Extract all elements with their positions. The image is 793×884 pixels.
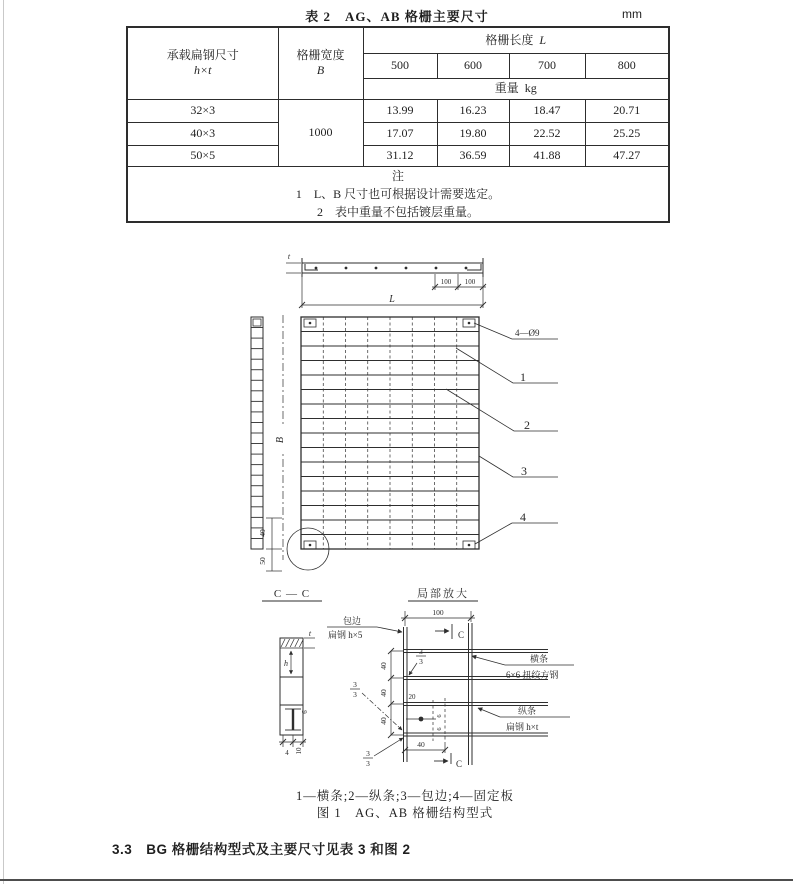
fixing-plate-detail: [433, 698, 445, 742]
corner-fixing-plates: [304, 319, 475, 549]
weight-cell: 17.07: [363, 122, 437, 145]
dim-label-20: 20: [408, 693, 416, 701]
table-unit-label: mm: [622, 7, 642, 21]
page-bottom-border: [0, 879, 793, 881]
dim-label-t-cc: t: [308, 629, 312, 638]
weight-cell: 36.59: [437, 145, 509, 166]
length-col-500: 500: [363, 53, 437, 78]
label-cross-bar-spec: 6×6 扭绞方钢: [506, 670, 559, 680]
cell-width-1000: 1000: [278, 99, 363, 166]
label-cross-bar: 横条: [529, 654, 549, 664]
dimension-ticks: [280, 284, 486, 753]
weld-den-c: 3: [366, 759, 370, 768]
section-cc-title: C — C: [273, 588, 311, 600]
dim-label-50-side: 50: [258, 557, 267, 565]
header-weight-text: 重量: [494, 81, 519, 95]
weight-cell: 22.52: [509, 122, 585, 145]
marker-c-top: C: [458, 630, 465, 640]
detail-view: [327, 601, 574, 765]
note-title: 注: [392, 168, 405, 183]
header-weight-unit: kg: [524, 81, 537, 95]
dim-label-6-a: 6: [436, 714, 443, 718]
row-size-32x3: 32×3: [127, 99, 278, 122]
dim-label-40-3: 40: [379, 717, 388, 725]
header-grating-length-var: L: [539, 32, 547, 47]
callout-holes: 4—Ø9: [515, 328, 540, 338]
dim-label-B: B: [275, 436, 286, 444]
weld-num-a: 3: [419, 647, 423, 656]
weld-den-b: 3: [353, 690, 357, 699]
weight-cell: 31.12: [363, 145, 437, 166]
weld-den-a: 3: [419, 657, 423, 666]
dim-label-40-side: 40: [258, 529, 267, 537]
plate-hole-dot: [419, 717, 424, 722]
length-col-800: 800: [585, 53, 669, 78]
dim-label-6-b: 6: [436, 727, 443, 731]
label-longitudinal-bar: 纵条: [517, 706, 537, 716]
header-grating-width-var: B: [316, 63, 325, 78]
weld-num-b: 3: [353, 680, 357, 689]
callout-1: 1: [520, 370, 526, 384]
top-elevation-view: [302, 258, 483, 277]
section-heading-3-3: 3.3 BG 格栅结构型式及主要尺寸见表 3 和图 2: [112, 842, 411, 857]
weight-cell: 20.71: [585, 99, 669, 122]
weight-cell: 18.47: [509, 99, 585, 122]
row-size-50x5: 50×5: [127, 145, 278, 166]
length-col-600: 600: [437, 53, 509, 78]
dim-label-100-a: 100: [440, 278, 452, 286]
weight-cell: 25.25: [585, 122, 669, 145]
label-longitudinal-bar-spec: 扁钢 h×t: [506, 722, 539, 732]
weight-cell: 13.99: [363, 99, 437, 122]
section-cc-view: [262, 601, 322, 735]
weight-cell: 47.27: [585, 145, 669, 166]
figure-legend: 1—横条;2—纵条;3—包边;4—固定板: [296, 789, 514, 803]
row-size-40x3: 40×3: [127, 122, 278, 145]
weight-cell: 19.80: [437, 122, 509, 145]
callout-3: 3: [521, 464, 527, 478]
note-1: 1 L、B 尺寸也可根据设计需要选定。: [295, 186, 501, 201]
plan-view: [287, 317, 479, 570]
weight-cell: 41.88: [509, 145, 585, 166]
callout-2: 2: [524, 418, 530, 432]
dim-label-100-detail: 100: [432, 608, 444, 617]
side-elevation-rungs: [251, 328, 263, 539]
dim-label-100-b: 100: [464, 278, 476, 286]
dim-label-40-bottom: 40: [417, 740, 425, 749]
length-col-700: 700: [509, 53, 585, 78]
dim-label-h: h: [284, 659, 288, 668]
header-grating-width-text: 格栅宽度: [296, 48, 345, 63]
weight-cell: 16.23: [437, 99, 509, 122]
dim-label-4-cc: 4: [285, 749, 289, 757]
header-grating-length-text: 格栅长度: [485, 32, 534, 47]
dim-label-L: L: [389, 294, 395, 305]
dim-label-40-2: 40: [379, 689, 388, 697]
corner-plate-holes: [309, 322, 471, 547]
dim-label-40-1: 40: [379, 662, 388, 670]
note-2: 2 表中重量不包括镀层重量。: [317, 204, 480, 219]
cross-bar-dots: [315, 267, 468, 270]
label-edge-banding: 包边: [342, 616, 362, 626]
detail-title: 局部放大: [417, 588, 469, 600]
header-bearing-bar-size-text: 承载扁钢尺寸: [166, 48, 239, 63]
section-hatch: [281, 639, 303, 647]
figure-title: 图 1 AG、AB 格栅结构型式: [316, 806, 494, 820]
dim-label-t-top: t: [287, 252, 291, 261]
header-bearing-bar-size-var: h×t: [194, 63, 212, 78]
dim-label-10-cc: 10: [295, 747, 303, 755]
table-title: 表 2 AG、AB 格栅主要尺寸: [305, 9, 489, 24]
section-cut-markers: [434, 624, 452, 764]
marker-c-bottom: C: [456, 759, 463, 769]
label-edge-banding-spec: 扁钢 h×5: [328, 630, 363, 640]
callout-4: 4: [520, 510, 526, 524]
weld-num-c: 3: [366, 749, 370, 758]
dim-label-6-cc: 6: [301, 710, 309, 714]
side-elevation-view: [251, 317, 263, 549]
